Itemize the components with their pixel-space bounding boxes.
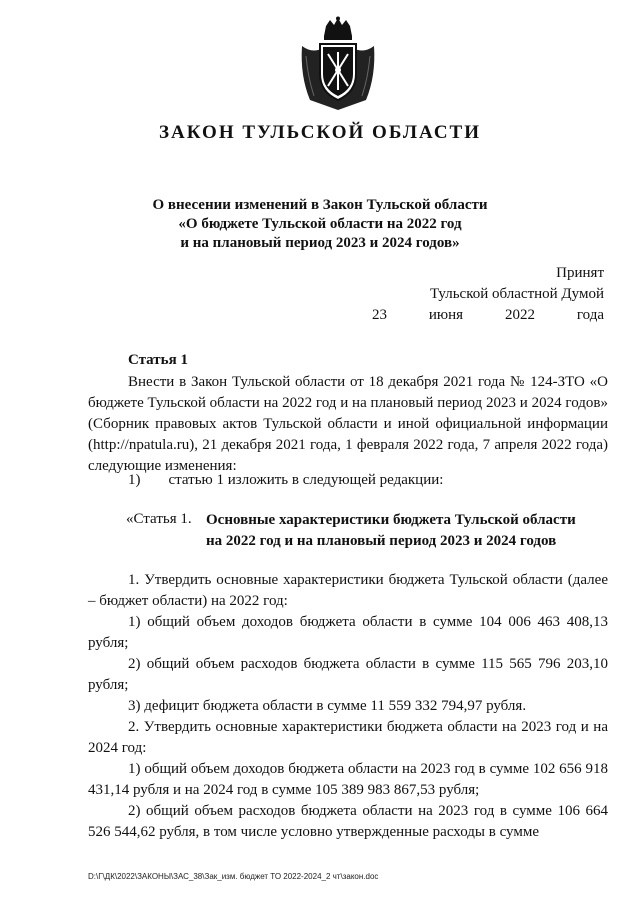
paragraph: 1. Утвердить основные характеристики бюджета Тульской области (далее – бюджет области) на 2022 год:: [88, 572, 608, 609]
quoted-article-label: «Статья 1.: [126, 511, 192, 527]
file-path-footer: D:\Г\ДК\2022\ЗАКОНЫ\ЗАС_38\Зак_изм. бюджет ТО 2022-2024_2 чт\закон.doc: [88, 872, 379, 881]
paragraph: 1) общий объем доходов бюджета области в сумме 104 006 463 408,13 рубля;: [88, 614, 608, 651]
article-intro-block: [88, 372, 608, 477]
coat-of-arms-icon: [296, 16, 380, 112]
adopted-label: Принят: [556, 265, 604, 281]
adopted-suffix: года: [576, 307, 604, 323]
law-title: ЗАКОН ТУЛЬСКОЙ ОБЛАСТИ: [158, 122, 482, 143]
quoted-title-line: на 2022 год и на плановый период 2023 и 2024 годов: [206, 533, 557, 549]
subtitle-line: «О бюджете Тульской области на 2022 год: [178, 216, 462, 232]
adopted-body: Тульской областной Думой: [429, 286, 604, 302]
item-text: статью 1 изложить в следующей редакции:: [168, 472, 444, 488]
amendment-item: [128, 472, 443, 489]
quoted-article-title: [206, 510, 576, 552]
paragraph: 1) общий объем доходов бюджета области на 2023 год в сумме 102 656 918 431,14 рубля и на 2024 год в сумме 105 389 983 867,53 рубля;: [88, 761, 608, 798]
adopted-year: 2022: [504, 307, 535, 323]
article-body: [88, 570, 608, 843]
paragraph: 2. Утвердить основные характеристики бюджета области на 2023 год и на 2024 год:: [88, 719, 608, 756]
law-subtitle: [120, 196, 520, 253]
subtitle-line: О внесении изменений в Закон Тульской области: [152, 197, 488, 213]
adopted-date: [344, 305, 604, 326]
adoption-block: [344, 263, 604, 326]
paragraph: 2) общий объем расходов бюджета области на 2023 год в сумме 106 664 526 544,62 рубля, в том числе условно утвержденные расходы в сумме: [88, 803, 608, 840]
subtitle-line: и на плановый период 2023 и 2024 годов»: [180, 235, 460, 251]
adopted-day: 23: [372, 307, 387, 323]
quoted-title-line: Основные характеристики бюджета Тульской области: [206, 512, 576, 528]
article-heading: Статья 1: [128, 352, 188, 368]
adopted-month: июня: [428, 307, 464, 323]
paragraph: 2) общий объем расходов бюджета области в сумме 115 565 796 203,10 рубля;: [88, 656, 608, 693]
paragraph: 3) дефицит бюджета области в сумме 11 559 332 794,97 рубля.: [128, 698, 527, 714]
article-intro: Внести в Закон Тульской области от 18 декабря 2021 года № 124-ЗТО «О бюджете Тульской области на 2022 год и на плановый период 2023 и 2024 годов» (Сборник правовых актов Тульской области и иной официальной информации (http://npatula.ru), 21 декабря 2021 года, 1 февраля 2022 года, 7 апреля 2022 года) следующие изменения:: [88, 374, 608, 474]
item-number: 1): [128, 472, 141, 488]
